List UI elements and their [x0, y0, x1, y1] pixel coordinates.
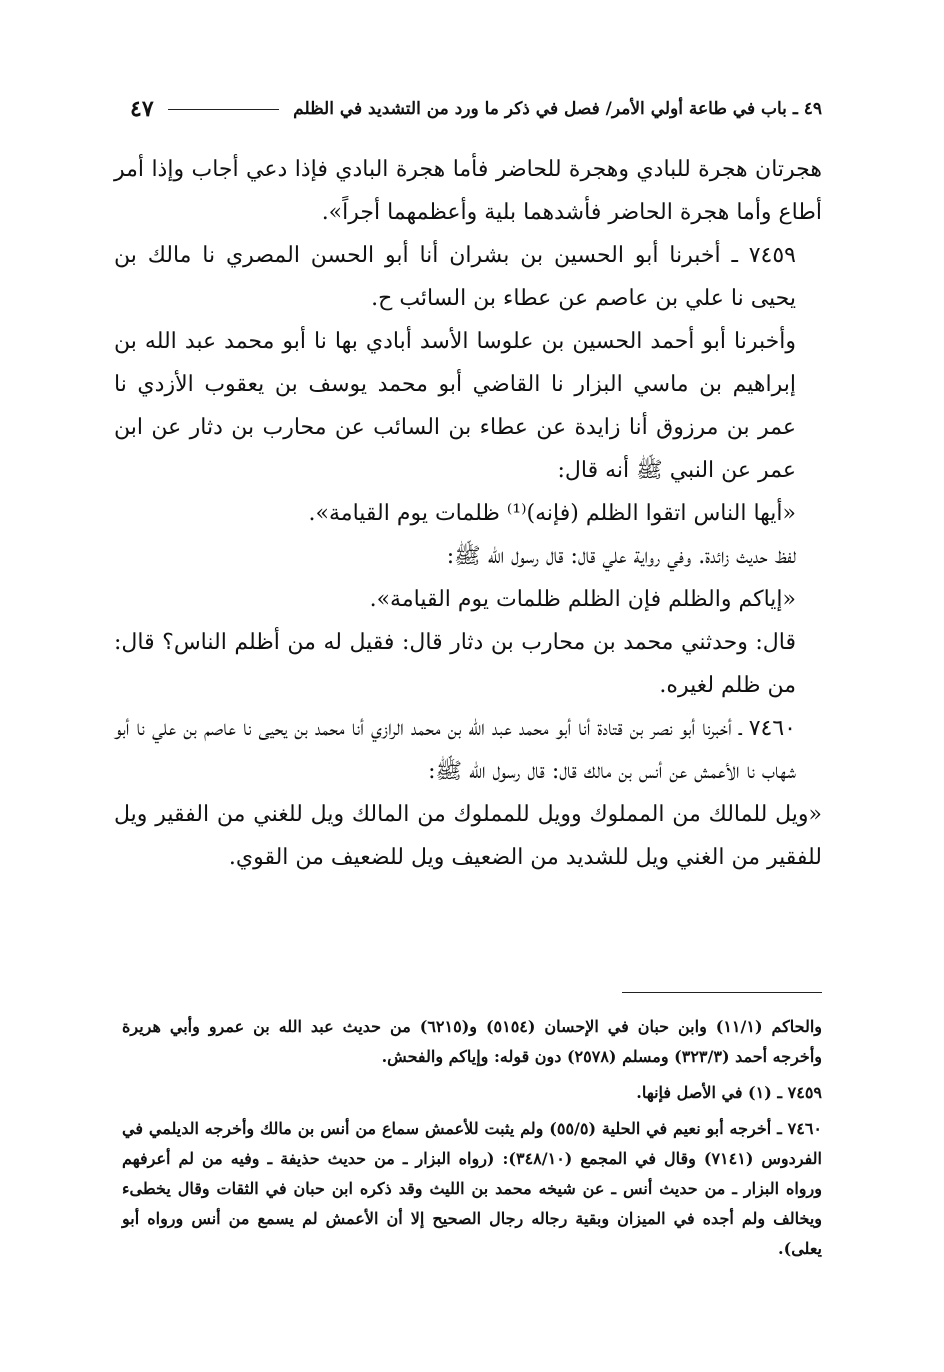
hadith-quote-2: «إياكم والظلم فإن الظلم ظلمات يوم القيامة». [369, 587, 796, 612]
running-header [130, 92, 822, 126]
hadith-quote-1: «أيها الناس اتقوا الظلم (فإنه)⁽¹⁾ ظلمات يوم القيامة». [308, 501, 796, 526]
footnote-separator [622, 992, 822, 993]
hadith-7459: ٧٤٥٩ ـ أخبرنا أبو الحسين بن بشران أنا أبو الحسن المصري نا مالك بن يحيى نا علي بن عاصم عن عطاء بن السائب ح. [114, 243, 796, 311]
main-text [114, 148, 822, 879]
hadith-7460: ٧٤٦٠ ـ أخبرنا أبو نصر بن قتادة أنا أبو محمد عبد الله بن محمد الرازي أنا محمد بن يحيى نا عاصم بن علي نا أبو شهاب نا الأعمش عن أنس بن مالك قال: قال رسول الله ﷺ: [114, 716, 796, 784]
paragraph-continuation: هجرتان هجرة للبادي وهجرة للحاضر فأما هجرة البادي فإذا دعي أجاب وإذا أمر أطاع وأما هجرة الحاضر فأشدهما بلية وأعظمهما أجراً». [114, 157, 822, 225]
footnote-continuation: والحاكم (١١/١) وابن حبان في الإحسان (٥١٥٤) و(٦٢١٥) من حديث عبد الله بن عمرو وأبي هريرة وأخرجه أحمد (٣٢٣/٣) ومسلم (٢٥٧٨) دون قوله: وإياكم والفحش. [122, 1017, 822, 1066]
hadith-quote-3: «ويل للمالك من المملوك وويل للمملوك من المالك ويل للغني من الفقير ويل للفقير من الغني ويل للشديد من الضعيف ويل للضعيف من القوي. [114, 802, 822, 870]
footnote-7459: ٧٤٥٩ ـ (١) في الأصل فإنها. [636, 1083, 822, 1102]
qala-paragraph: قال: وحدثني محمد بن محارب بن دثار قال: فقيل له من أظلم الناس؟ قال: من ظلم لغيره. [114, 630, 796, 698]
riwaya-note: لفظ حديث زائدة. وفي رواية علي قال: قال رسول الله ﷺ: [446, 544, 796, 569]
footnotes [122, 1012, 822, 1264]
page-number: ٤٧ [130, 96, 154, 122]
header-rule [168, 109, 279, 110]
isnad-paragraph: وأخبرنا أبو أحمد الحسين بن علوسا الأسد أبادي بها نا أبو محمد عبد الله بن إبراهيم بن ماسي البزار نا القاضي أبو محمد يوسف بن يعقوب الأزدي نا عمر بن مرزوق أنا زايدة عن عطاء بن السائب عن محارب بن دثار عن ابن عمر عن النبي ﷺ أنه قال: [114, 329, 796, 483]
chapter-title: ٤٩ ـ باب في طاعة أولي الأمر/ فصل في ذكر ما ورد من التشديد في الظلم [293, 99, 822, 119]
footnote-7460: ٧٤٦٠ ـ أخرجه أبو نعيم في الحلية (٥٥/٥) ولم يثبت للأعمش سماع من أنس بن مالك وأخرجه الديلمي في الفردوس (٧١٤١) وقال في المجمع (٣٤٨/١٠): (رواه البزار ـ من حديث حذيفة ـ وفيه من لم أعرفهم ورواه البزار ـ من حديث أنس ـ عن شيخه محمد بن الليث وقد ذكره ابن حبان في الثقات وقال يخطىء ويخالف ولم أجده في الميزان وبقية رجاله رجال الصحيح إلا أن الأعمش لم يسمع من أنس ورواه أبو يعلى). [122, 1119, 823, 1258]
